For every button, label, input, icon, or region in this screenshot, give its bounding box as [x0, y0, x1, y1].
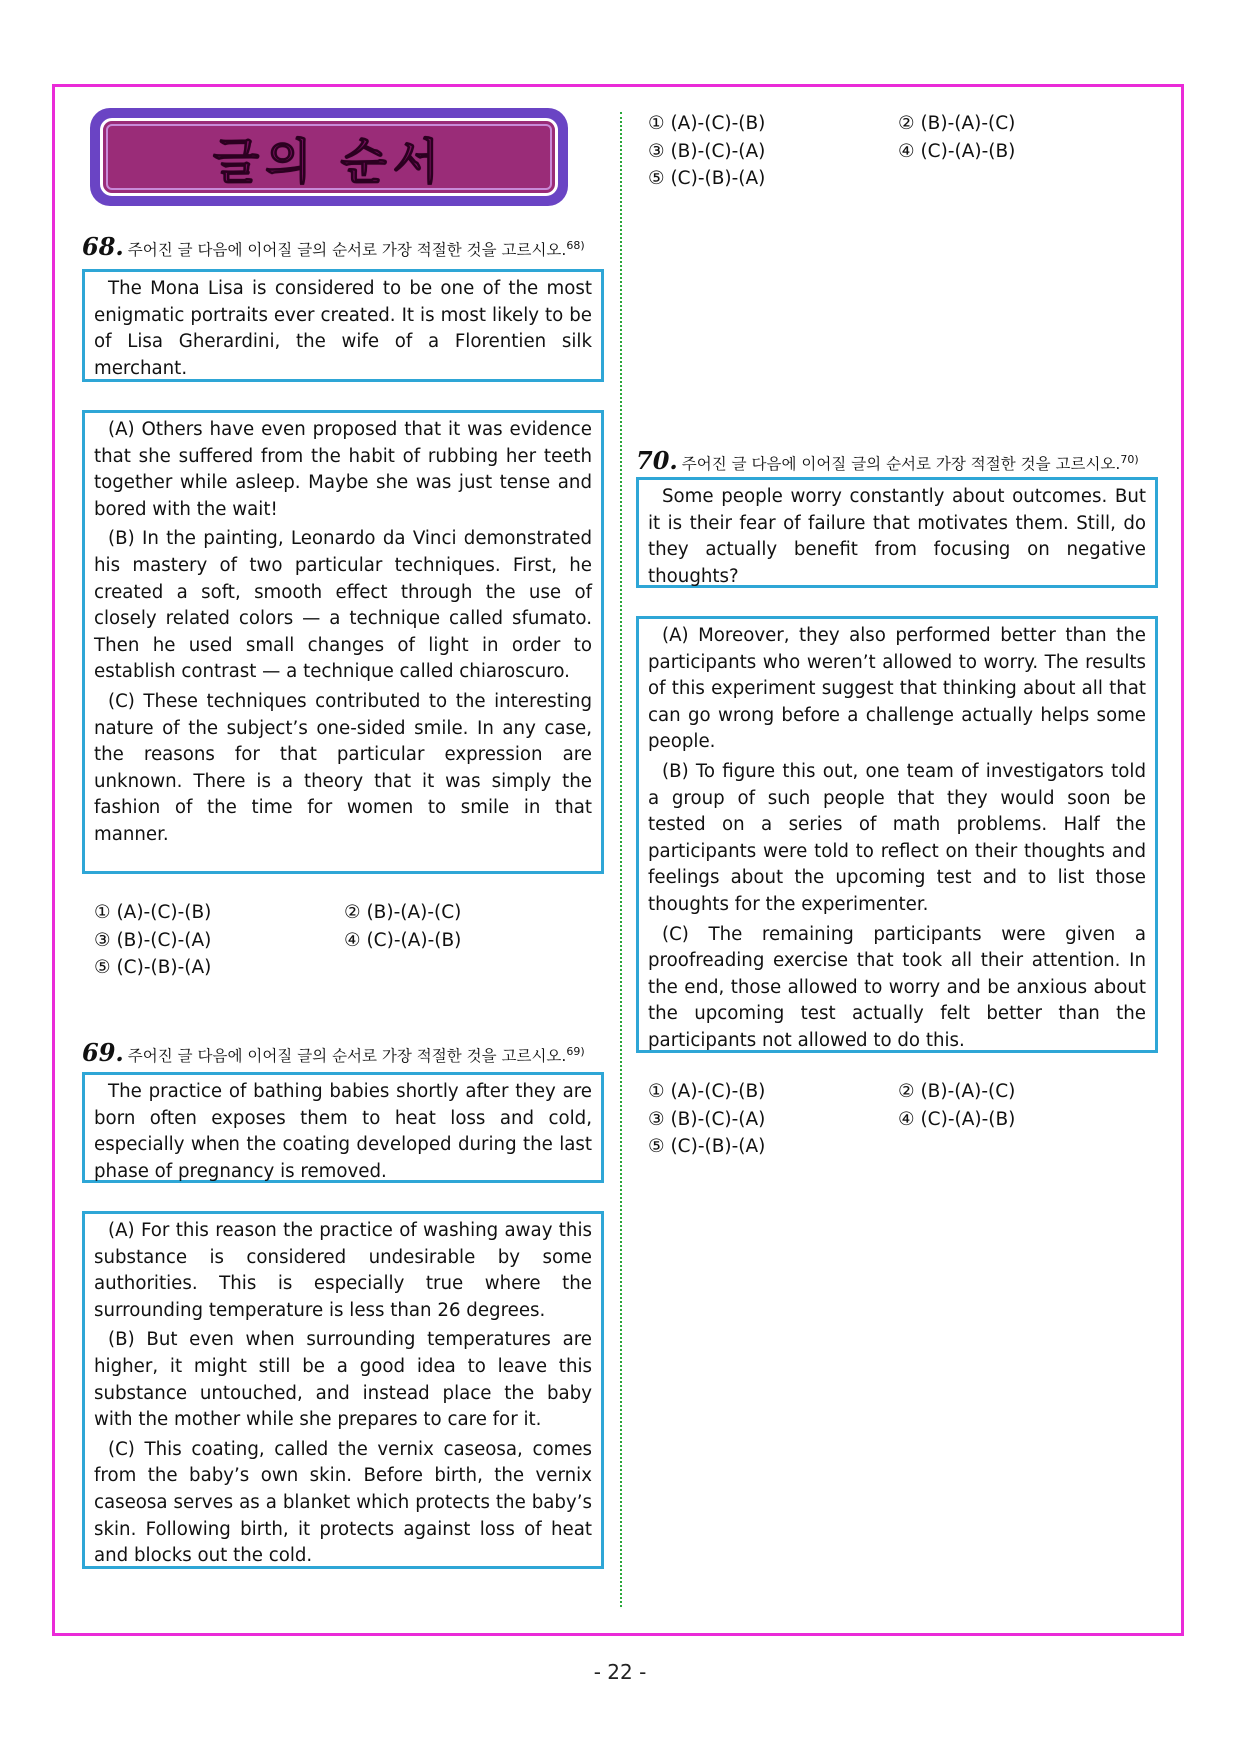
section-title: 글의 순서 — [212, 133, 446, 190]
question-69-heading — [82, 1038, 585, 1067]
choice-5[interactable]: ⑤ (C)-(B)-(A) — [94, 957, 212, 978]
choice-3[interactable]: ③ (B)-(C)-(A) — [648, 1108, 766, 1130]
choice-1[interactable]: ① (A)-(C)-(B) — [648, 1081, 766, 1102]
question-70-heading — [636, 446, 1139, 475]
choice-2[interactable]: ② (B)-(A)-(C) — [344, 902, 462, 923]
paragraph-a: (A) For this reason the practice of washing away this substance is considered undesirable by some authorities. This is especially true where the surrounding temperature is less than 26 degrees. — [94, 1220, 592, 1321]
paragraph-b: (B) In the painting, Leonardo da Vinci demonstrated his mastery of two particular techniques. First, he created a soft, smooth effect through the use of closely related colors — a technique called sfumato. Then he used small changes of light in order to establish contrast — a technique called chiaroscuro. — [94, 528, 592, 683]
question-instruction: 주어진 글 다음에 이어질 글의 순서로 가장 적절한 것을 고르시오. — [127, 1047, 567, 1065]
section-title-inner — [100, 118, 558, 196]
paragraph-a: (A) Moreover, they also performed better than the participants who weren’t allowed to worry. The results of this experiment suggest that thinking about all that can go wrong before a challenge actually helps some people. — [648, 625, 1146, 753]
question-number: 68. — [82, 232, 124, 261]
question-ref: 69) — [566, 1044, 585, 1058]
page-number: - 22 - — [593, 1660, 647, 1684]
paragraph-c: (C) These techniques contributed to the interesting nature of the subject’s one-sided smile. In any case, the reasons for that particular expression are unknown. There is a theory that it was simply the fashion of the time for women to smile in that manner. — [94, 690, 592, 845]
choice-2[interactable]: ② (B)-(A)-(C) — [898, 113, 1016, 134]
choice-4[interactable]: ④ (C)-(A)-(B) — [898, 1108, 1016, 1130]
question-68-intro-box — [82, 269, 604, 382]
paragraph-b: (B) To figure this out, one team of investigators told a group of such people that they would soon be tested on a series of math problems. Half the participants were told to reflect on their thoughts and feelings about the upcoming test and to list those thoughts for the experimenter. — [648, 760, 1146, 915]
paragraph-c: (C) This coating, called the vernix caseosa, comes from the baby’s own skin. Before birth, the vernix caseosa serves as a blanket which protects the baby’s skin. Following birth, it protects against loss of heat and blocks out the cold. — [94, 1438, 592, 1567]
question-70-intro-box — [636, 477, 1158, 588]
question-68-passage-box — [82, 410, 604, 874]
paragraph-a: (A) Others have even proposed that it was evidence that she suffered from the habit of rubbing her teeth together while asleep. Maybe she was just tense and bored with the wait! — [94, 419, 592, 520]
question-69-intro-box — [82, 1072, 604, 1183]
question-instruction: 주어진 글 다음에 이어질 글의 순서로 가장 적절한 것을 고르시오. — [127, 241, 567, 259]
question-number: 69. — [82, 1038, 124, 1067]
question-ref: 70) — [1120, 452, 1139, 466]
question-69-passage-box — [82, 1211, 604, 1569]
choice-4[interactable]: ④ (C)-(A)-(B) — [344, 929, 462, 951]
choice-2[interactable]: ② (B)-(A)-(C) — [898, 1081, 1016, 1102]
paragraph-c: (C) The remaining participants were given a proofreading exercise that took all their attention. In the end, those allowed to worry and be anxious about the upcoming test actually felt better than the participants not allowed to do this. — [648, 923, 1146, 1051]
intro-paragraph: The practice of bathing babies shortly after they are born often exposes them to heat loss and cold, especially when the coating developed during the last phase of pregnancy is removed. — [94, 1081, 592, 1182]
choice-3[interactable]: ③ (B)-(C)-(A) — [94, 929, 212, 951]
intro-paragraph: The Mona Lisa is considered to be one of the most enigmatic portraits ever created. It is most likely to be of Lisa Gherardini, the wife of a Florentien silk merchant. — [94, 278, 592, 379]
choice-1[interactable]: ① (A)-(C)-(B) — [648, 113, 766, 134]
paragraph-b: (B) But even when surrounding temperatures are higher, it might still be a good idea to leave this substance untouched, and instead place the baby with the mother while she prepares to care for it. — [94, 1329, 592, 1431]
question-69-choices — [648, 110, 1148, 193]
question-ref: 68) — [566, 238, 585, 252]
choice-4[interactable]: ④ (C)-(A)-(B) — [898, 140, 1016, 162]
choice-3[interactable]: ③ (B)-(C)-(A) — [648, 140, 766, 162]
question-68-heading — [82, 232, 585, 261]
question-number: 70. — [636, 446, 678, 475]
question-70-passage-box — [636, 616, 1158, 1053]
question-68-choices — [94, 899, 594, 982]
question-instruction: 주어진 글 다음에 이어질 글의 순서로 가장 적절한 것을 고르시오. — [681, 455, 1121, 473]
section-title-banner — [90, 108, 568, 206]
column-divider — [620, 112, 622, 1607]
choice-5[interactable]: ⑤ (C)-(B)-(A) — [648, 1136, 766, 1157]
intro-paragraph: Some people worry constantly about outcomes. But it is their fear of failure that motivates them. Still, do they actually benefit from focusing on negative thoughts? — [648, 486, 1146, 587]
question-70-choices — [648, 1078, 1148, 1161]
choice-1[interactable]: ① (A)-(C)-(B) — [94, 902, 212, 923]
choice-5[interactable]: ⑤ (C)-(B)-(A) — [648, 168, 766, 189]
